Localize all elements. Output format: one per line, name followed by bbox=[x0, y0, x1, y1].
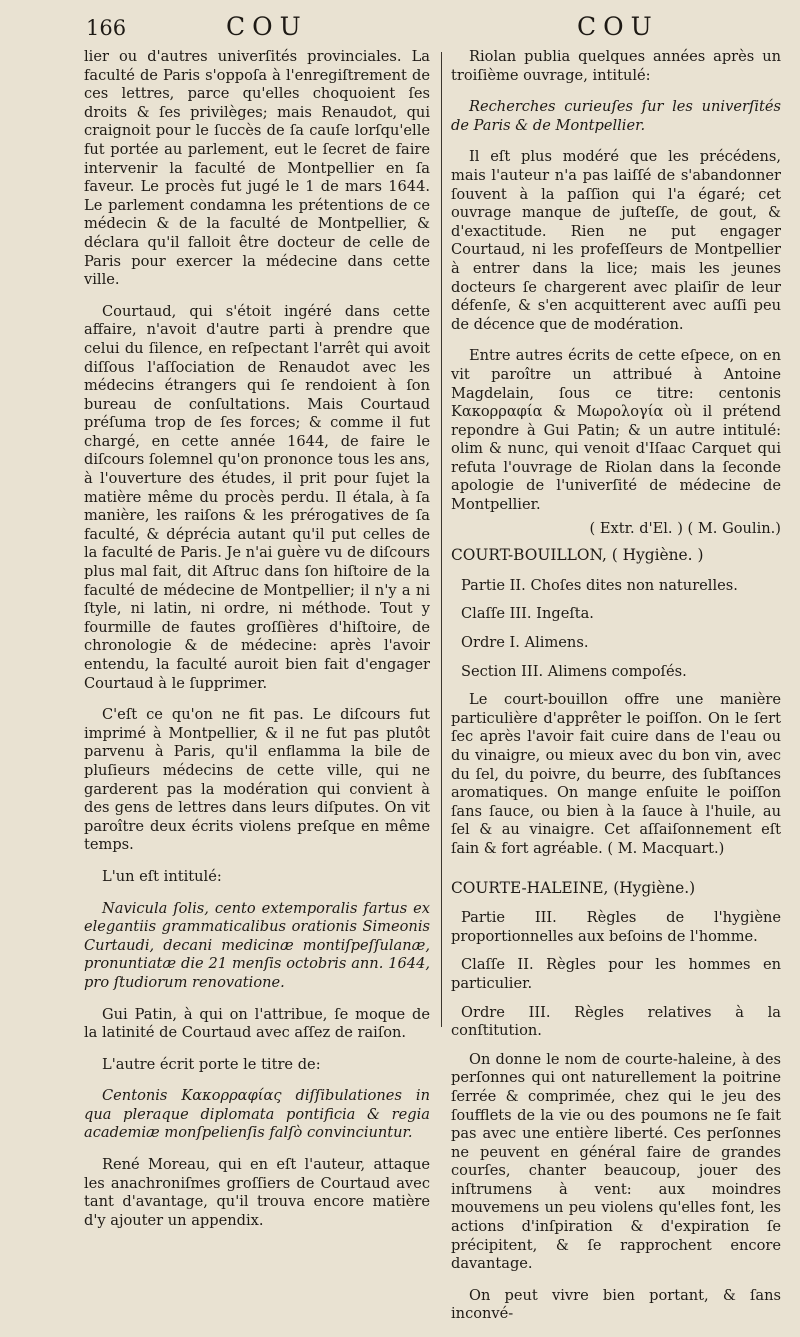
paragraph: Riolan publia quelques années après un troiſième ouvrage, intitulé: bbox=[451, 48, 781, 84]
paragraph: Gui Patin, à qui on l'attribue, ſe moque de la latinité de Courtaud avec aſſez de raiſon. bbox=[84, 1005, 430, 1042]
paragraph: On peut vivre bien portant, & ſans inconvé- bbox=[451, 1286, 781, 1323]
paragraph: L'autre écrit porte le titre de: bbox=[102, 1055, 321, 1073]
paragraph: René Moreau, qui en eſt l'auteur, attaque les anachroniſmes groſſiers de Courtaud avec tant d'avantage, qu'il trouva encore matière d'y ajouter un appendix. bbox=[84, 1156, 430, 1229]
paragraph: Entre autres écrits de cette eſpece, on en vit paroître un attribué à Antoine Magdelain, ſous ce titre: centonis Κακορραφία & Μωρολογία où il prétend repondre à Gui Patin; & un autre intitulé: olim & nunc, qui venoit d'Iſaac Carquet qui refuta l'ouvrage de Riolan dans la ſeconde apologie de l'univerſité de médecine de Montpellier. bbox=[451, 347, 781, 514]
paragraph: Il eſt plus modéré que les précédens, mais l'auteur n'a pas laiſſé de s'abandonner ſouvent à la paſſion qui l'a égaré; cet ouvrage manque de juſteſſe, de gout, & d'exactitude. Rien ne put engager Courtaud, ni les profeſſeurs de Montpellier à entrer dans la lice; mais les jeunes docteurs ſe chargerent avec plaiſir de leur défenſe, & s'en acquitterent avec auſſi peu de décence que de modération. bbox=[451, 148, 781, 333]
classification-line: Ordre I. Alimens. bbox=[461, 634, 589, 652]
running-head-right: COU bbox=[577, 12, 659, 41]
left-column bbox=[84, 48, 430, 1243]
paragraph: On donne le nom de courte-haleine, à des perſonnes qui ont naturellement la poitrine ſerrée & comprimée, chez qui le jeu des ſoufflets de la vie ou des poumons ne ſe fait pas avec une entière liberté. Ces perſonnes ne peuvent en général faire de grandes courſes, chanter beaucoup, jouer des inſtrumens à vent: aux moindres mouvemens un peu violens qu'elles font, les actions d'inſpiration & d'expiration ſe précipitent, & ſe rapprochent encore davantage. bbox=[451, 1050, 781, 1273]
latin-title-quote: Navicula ſolis, cento extemporalis fartus ex elegantiis grammaticalibus orationis Simeonis Curtaudi, decani medicinæ montiſpeſſulanæ, pronuntiatæ die 21 menſis octobris ann. 1644, pro ſtudiorum renovatione. bbox=[84, 899, 430, 991]
classification-line: Ordre III. Règles relatives à la conſtitution. bbox=[451, 1003, 781, 1040]
classification-line: Partie II. Choſes dites non naturelles. bbox=[461, 576, 738, 594]
page-header bbox=[0, 12, 800, 46]
article-heading-courte-haleine: COURTE-HALEINE, (Hygiène.) bbox=[451, 878, 696, 897]
latin-title-quote: Centonis Κακορραφίας diſſibulationes in qua pleraque diplomata pontificia & regia academiæ monſpelienſis falſò convinciuntur. bbox=[84, 1087, 430, 1142]
classification-line: Claſſe II. Règles pour les hommes en particulier. bbox=[451, 956, 781, 992]
classification-line: Partie III. Règles de l'hygiène proportionnelles aux beſoins de l'homme. bbox=[451, 909, 781, 945]
author-signature: ( Extr. d'El. ) ( M. Goulin.) bbox=[589, 519, 781, 537]
column-divider bbox=[441, 52, 442, 1027]
paragraph: L'un eſt intitulé: bbox=[102, 867, 222, 885]
right-column bbox=[451, 48, 781, 1337]
paragraph: Le court-bouillon offre une manière particulière d'apprêter le poiſſon. On le ſert ſec après l'avoir fait cuire dans de l'eau ou du vinaigre, ou mieux avec du bon vin, avec du ſel, du poivre, du beurre, des ſubſtances aromatiques. On mange enſuite le poiſſon ſans ſauce, ou bien à la ſauce à l'huile, au ſel & au vinaigre. Cet aſſaiſonnement eſt ſain & fort agréable. ( M. Macquart.) bbox=[451, 691, 781, 857]
book-title-quote: Recherches curieuſes ſur les univerſités de Paris & de Montpellier. bbox=[451, 98, 781, 134]
paragraph: Courtaud, qui s'étoit ingéré dans cette affaire, n'avoit d'autre parti à prendre que celui du ſilence, en reſpectant l'arrêt qui avoit diſſous l'aſſociation de Renaudot avec les médecins étrangers qui ſe rendoient à ſon bureau de conſultations. Mais Courtaud préſuma trop de ſes forces; & comme il fut chargé, en cette année 1644, de faire le diſcours ſolemnel qu'on prononce tous les ans, à l'ouverture des études, il prit pour ſujet la matière même du procès perdu. Il étala, à ſa manière, les raiſons & les prérogatives de ſa faculté, & déprécia autant qu'il put celles de la faculté de Paris. Je n'ai guère vu de diſcours plus mal fait, dit Aſtruc dans ſon hiſtoire de la faculté de médecine de Montpellier; il n'y a ni ſtyle, ni latin, ni ordre, ni méthode. Tout y fourmille de fautes groſſières d'hiſtoire, de chronologie & de médecine: après l'avoir entendu, la faculté auroit bien fait d'engager Courtaud à le ſupprimer. bbox=[84, 302, 430, 692]
classification-line: Claſſe III. Ingeſta. bbox=[461, 605, 594, 623]
paragraph: lier ou d'autres univerſités provinciales. La faculté de Paris s'oppoſa à l'enregiſtrement de ces lettres, parce qu'elles choquoient ſes droits & ſes privilèges; mais Renaudot, qui craignoit pour le ſuccès de ſa cauſe lorſqu'elle fut portée au parlement, eut le ſecret de faire intervenir la faculté de Montpellier en ſa faveur. Le procès fut jugé le 1 de mars 1644. Le parlement condamna les prétentions de ce médecin & de la faculté de Montpellier, & déclara qu'il falloit être docteur de celle de Paris pour exercer la médecine dans cette ville. bbox=[84, 48, 430, 289]
page-number: 166 bbox=[86, 16, 127, 40]
article-heading-court-bouillon: COURT-BOUILLON, ( Hygiène. ) bbox=[451, 546, 704, 565]
paragraph: C'eſt ce qu'on ne fit pas. Le diſcours fut imprimé à Montpellier, & il ne fut pas plutôt parvenu à Paris, qu'il enflamma la bile de pluſieurs médecins de cette ville, qui ne garderent pas la modération qui convient à des gens de lettres dans leurs diſputes. On vit paroître deux écrits violens preſque en même temps. bbox=[84, 706, 430, 854]
running-head-left: COU bbox=[226, 12, 308, 41]
classification-line: Section III. Alimens compoſés. bbox=[461, 662, 687, 680]
